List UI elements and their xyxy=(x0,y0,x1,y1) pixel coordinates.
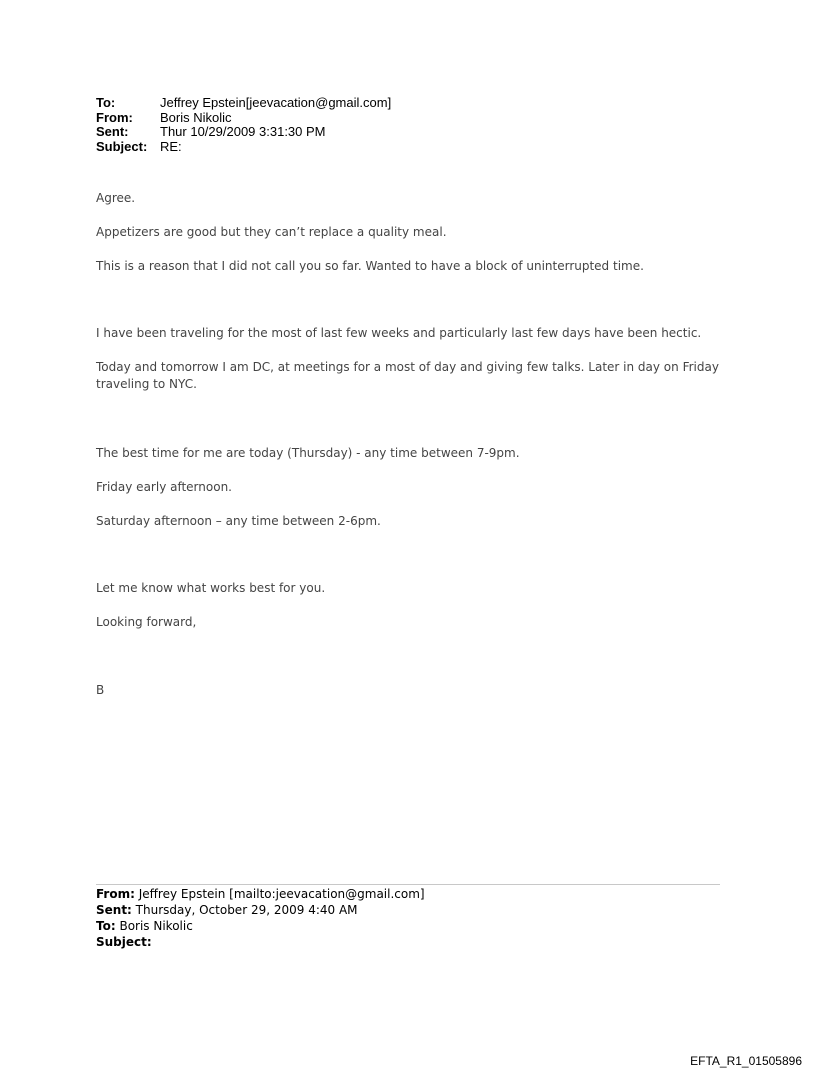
subject-value: RE: xyxy=(160,138,182,154)
to-label: To: xyxy=(96,95,116,110)
fwd-to-row xyxy=(96,918,425,934)
fwd-from-label: From: xyxy=(96,887,135,901)
body-paragraph: Looking forward, xyxy=(96,615,197,629)
fwd-sent-value: Thursday, October 29, 2009 4:40 AM xyxy=(131,903,358,917)
body-paragraph: I have been traveling for the most of last few weeks and particularly last few days have been hectic. xyxy=(96,326,702,340)
fwd-from-row xyxy=(96,886,425,902)
body-paragraph: The best time for me are today (Thursday) - any time between 7-9pm. xyxy=(96,446,520,460)
to-value: Jeffrey Epstein[jeevacation@gmail.com] xyxy=(160,95,392,110)
body-paragraph: Let me know what works best for you. xyxy=(96,581,326,595)
body-paragraph: Appetizers are good but they can’t replace a quality meal. xyxy=(96,225,447,239)
fwd-to-value: Boris Nikolic xyxy=(115,919,193,933)
header-sent-row xyxy=(96,125,391,140)
document-id: EFTA_R1_01505896 xyxy=(690,1054,802,1068)
from-value: Boris Nikolic xyxy=(160,109,232,125)
signature: B xyxy=(96,683,105,697)
sent-label: Sent: xyxy=(96,124,129,139)
body-paragraph: This is a reason that I did not call you so far. Wanted to have a block of uninterrupted time. xyxy=(96,259,644,273)
fwd-sent-row xyxy=(96,902,425,918)
sent-value: Thur 10/29/2009 3:31:30 PM xyxy=(160,124,326,139)
header-subject-row xyxy=(96,140,391,155)
fwd-subject-row xyxy=(96,934,425,950)
body-paragraph: Friday early afternoon. xyxy=(96,480,232,494)
forward-divider xyxy=(96,884,720,885)
header-from-row xyxy=(96,111,391,126)
fwd-to-label: To: xyxy=(96,919,116,933)
forwarded-header xyxy=(96,886,425,950)
body-paragraph: Agree. xyxy=(96,191,136,205)
header-to-row xyxy=(96,96,391,111)
email-header xyxy=(96,96,391,154)
fwd-subject-label: Subject: xyxy=(96,935,152,949)
from-label: From: xyxy=(96,109,133,125)
fwd-from-value: Jeffrey Epstein [mailto:jeevacation@gmail.com] xyxy=(134,887,425,901)
body-paragraph: Saturday afternoon – any time between 2-6pm. xyxy=(96,514,381,528)
body-paragraph: Today and tomorrow I am DC, at meetings for a most of day and giving few talks. Later in day on Friday traveling to NYC. xyxy=(96,360,719,391)
fwd-sent-label: Sent: xyxy=(96,903,132,917)
subject-label: Subject: xyxy=(96,138,148,154)
